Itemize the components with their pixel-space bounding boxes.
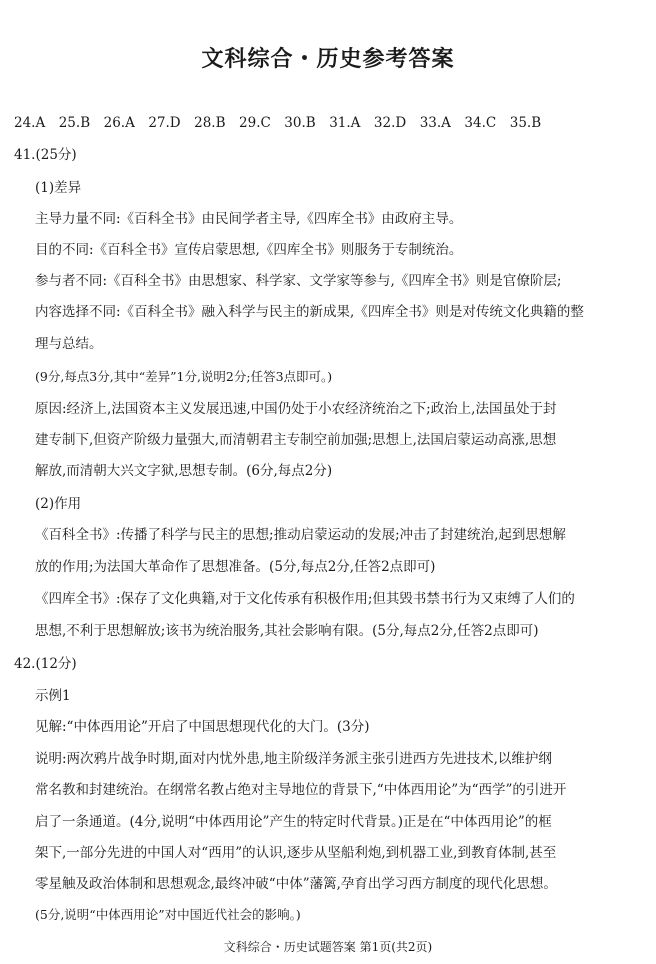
scoring-note: (9分,每点3分,其中“差异”1分,说明2分;任答3点即可。): [35, 369, 333, 384]
answer-line: 解放,而清朝大兴文字狱,思想专制。(6分,每点2分): [35, 463, 333, 479]
question-41-heading: 41.(25分): [14, 147, 77, 163]
answer-line: 说明:两次鸦片战争时期,面对内忧外患,地主阶级洋务派主张引进西方先进技术,以维护纲: [35, 751, 552, 767]
answer-line: 启了一条通道。(4分,说明“中体西用论”产生的特定时代背景。)正是在“中体西用论”的框: [35, 814, 552, 830]
scoring-note: (5分,说明“中体西用论”对中国近代社会的影响。): [35, 907, 301, 922]
answer-line: 主导力量不同:《百科全书》由民间学者主导,《四库全书》由政府主导。: [35, 211, 463, 227]
subsection-differences-heading: (1)差异: [35, 180, 82, 196]
page-footer: 文科综合・历史试题答案 第1页(共2页): [223, 940, 433, 954]
answer-line: 常名教和封建统治。在纲常名教占绝对主导地位的背景下,“中体西用论”为“西学”的引进开: [35, 782, 567, 798]
question-42-heading: 42.(12分): [14, 656, 77, 672]
answer-line: 零星触及政治体制和思想观念,最终冲破“中体”藩篱,孕育出学习西方制度的现代化思想。: [35, 876, 557, 892]
example-heading: 示例1: [35, 688, 71, 704]
answer-line: 目的不同:《百科全书》宣传启蒙思想,《四库全书》则服务于专制统治。: [35, 242, 463, 258]
answer-line: 原因:经济上,法国资本主义发展迅速,中国仍处于小农经济统治之下;政治上,法国虽处于封: [35, 401, 557, 417]
answer-line: 见解:“中体西用论”开启了中国思想现代化的大门。(3分): [35, 719, 370, 735]
answer-line: 理与总结。: [35, 336, 103, 352]
answer-line: 架下,一部分先进的中国人对“西用”的认识,逐步从坚船利炮,到机器工业,到教育体制,甚至: [35, 845, 557, 861]
answer-line: 内容选择不同:《百科全书》融入科学与民主的新成果,《四库全书》则是对传统文化典籍的整: [35, 304, 584, 320]
answer-line: 思想,不利于思想解放;该书为统治服务,其社会影响有限。(5分,每点2分,任答2点即可): [35, 623, 539, 639]
answer-line: 放的作用;为法国大革命作了思想准备。(5分,每点2分,任答2点即可): [35, 559, 436, 575]
answer-line: 建专制下,但资产阶级力量强大,而清朝君主专制空前加强;思想上,法国启蒙运动高涨,思想: [35, 432, 557, 448]
subsection-effects-heading: (2)作用: [35, 496, 82, 512]
mc-answers-line: 24.A 25.B 26.A 27.D 28.B 29.C 30.B 31.A 32.D 33.A 34.C 35.B: [14, 115, 542, 131]
answer-line: 参与者不同:《百科全书》由思想家、科学家、文学家等参与,《四库全书》则是官僚阶层;: [35, 273, 562, 289]
answer-line: 《四库全书》:保存了文化典籍,对于文化传承有积极作用;但其毁书禁书行为又束缚了人们的: [35, 591, 575, 607]
answer-line: 《百科全书》:传播了科学与民主的思想;推动启蒙运动的发展;冲击了封建统治,起到思想解: [35, 527, 566, 543]
page-title: 文科综合・历史参考答案: [201, 47, 455, 72]
